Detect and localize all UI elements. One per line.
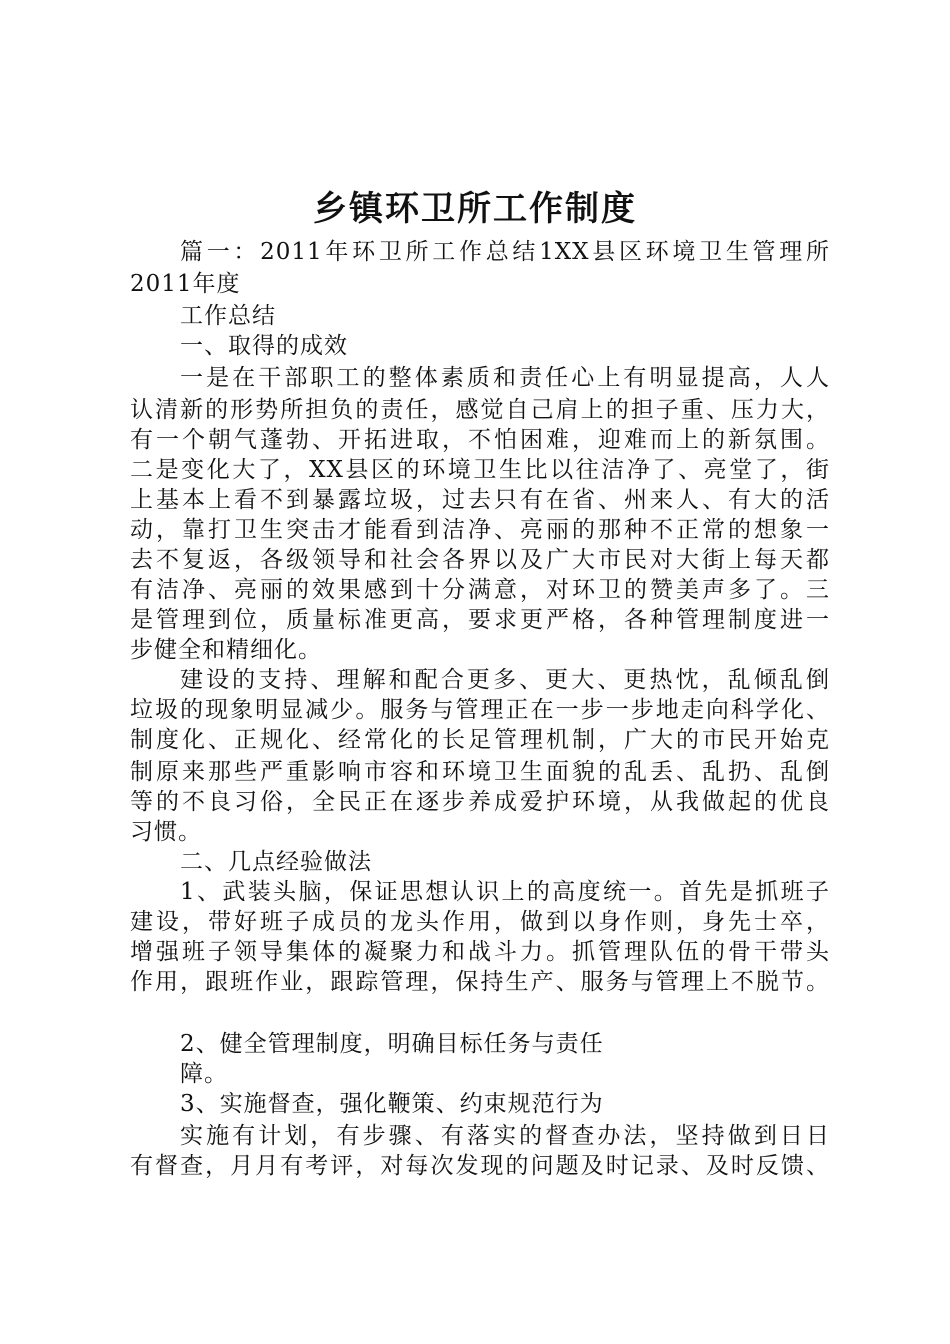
text-line: 实施有计划，有步骤、有落实的督查办法，坚持做到日日 <box>180 1123 830 1149</box>
text-line: 制度化、正规化、经常化的长足管理机制，广大的市民开始克 <box>130 727 830 753</box>
text-line: 障。 <box>180 1061 228 1087</box>
text-line: 习惯。 <box>130 819 202 845</box>
text-line: 有洁净、亮丽的效果感到十分满意，对环卫的赞美声多了。三 <box>130 577 830 603</box>
text-line: 二是变化大了，XX县区的环境卫生比以往洁净了、亮堂了，街 <box>130 457 830 483</box>
text-line: 建设，带好班子成员的龙头作用，做到以身作则，身先士卒， <box>130 909 830 935</box>
text-line: 有一个朝气蓬勃、开拓进取，不怕困难，迎难而上的新氛围。 <box>130 427 830 453</box>
section-heading: 一、取得的成效 <box>180 333 348 359</box>
text-line: 去不复返，各级领导和社会各界以及广大市民对大街上每天都 <box>130 547 830 573</box>
section-heading: 2、健全管理制度，明确目标任务与责任 <box>180 1031 604 1057</box>
section-heading: 3、实施督查，强化鞭策、约束规范行为 <box>180 1091 604 1117</box>
document-title: 乡镇环卫所工作制度 <box>313 189 637 229</box>
text-line: 上基本上看不到暴露垃圾，过去只有在省、州来人、有大的活 <box>130 487 830 513</box>
text-line: 垃圾的现象明显减少。服务与管理正在一步一步地走向科学化、 <box>130 697 830 723</box>
text-line: 作用，跟班作业，跟踪管理，保持生产、服务与管理上不脱节。 <box>130 969 830 995</box>
text-line: 增强班子领导集体的凝聚力和战斗力。抓管理队伍的骨干带头 <box>130 939 830 965</box>
text-line: 步健全和精细化。 <box>130 637 322 663</box>
text-line: 等的不良习俗，全民正在逐步养成爱护环境，从我做起的优良 <box>130 789 830 815</box>
text-line: 认清新的形势所担负的责任，感觉自己肩上的担子重、压力大， <box>130 397 830 423</box>
text-line: 建设的支持、理解和配合更多、更大、更热忱，乱倾乱倒 <box>180 667 830 693</box>
section-heading: 工作总结 <box>180 303 276 329</box>
text-line: 2011年度 <box>130 271 241 297</box>
text-line: 有督查，月月有考评，对每次发现的问题及时记录、及时反馈、 <box>130 1153 830 1179</box>
section-heading: 二、几点经验做法 <box>180 849 372 875</box>
text-line: 一是在干部职工的整体素质和责任心上有明显提高，人人 <box>180 365 830 391</box>
text-line: 动，靠打卫生突击才能看到洁净、亮丽的那种不正常的想象一 <box>130 517 830 543</box>
text-line: 制原来那些严重影响市容和环境卫生面貌的乱丢、乱扔、乱倒 <box>130 759 830 785</box>
text-line: 是管理到位，质量标准更高，要求更严格，各种管理制度进一 <box>130 607 830 633</box>
text-line: 1、武装头脑，保证思想认识上的高度统一。首先是抓班子 <box>180 879 830 905</box>
text-line: 篇一：2011年环卫所工作总结1XX县区环境卫生管理所 <box>180 239 830 265</box>
